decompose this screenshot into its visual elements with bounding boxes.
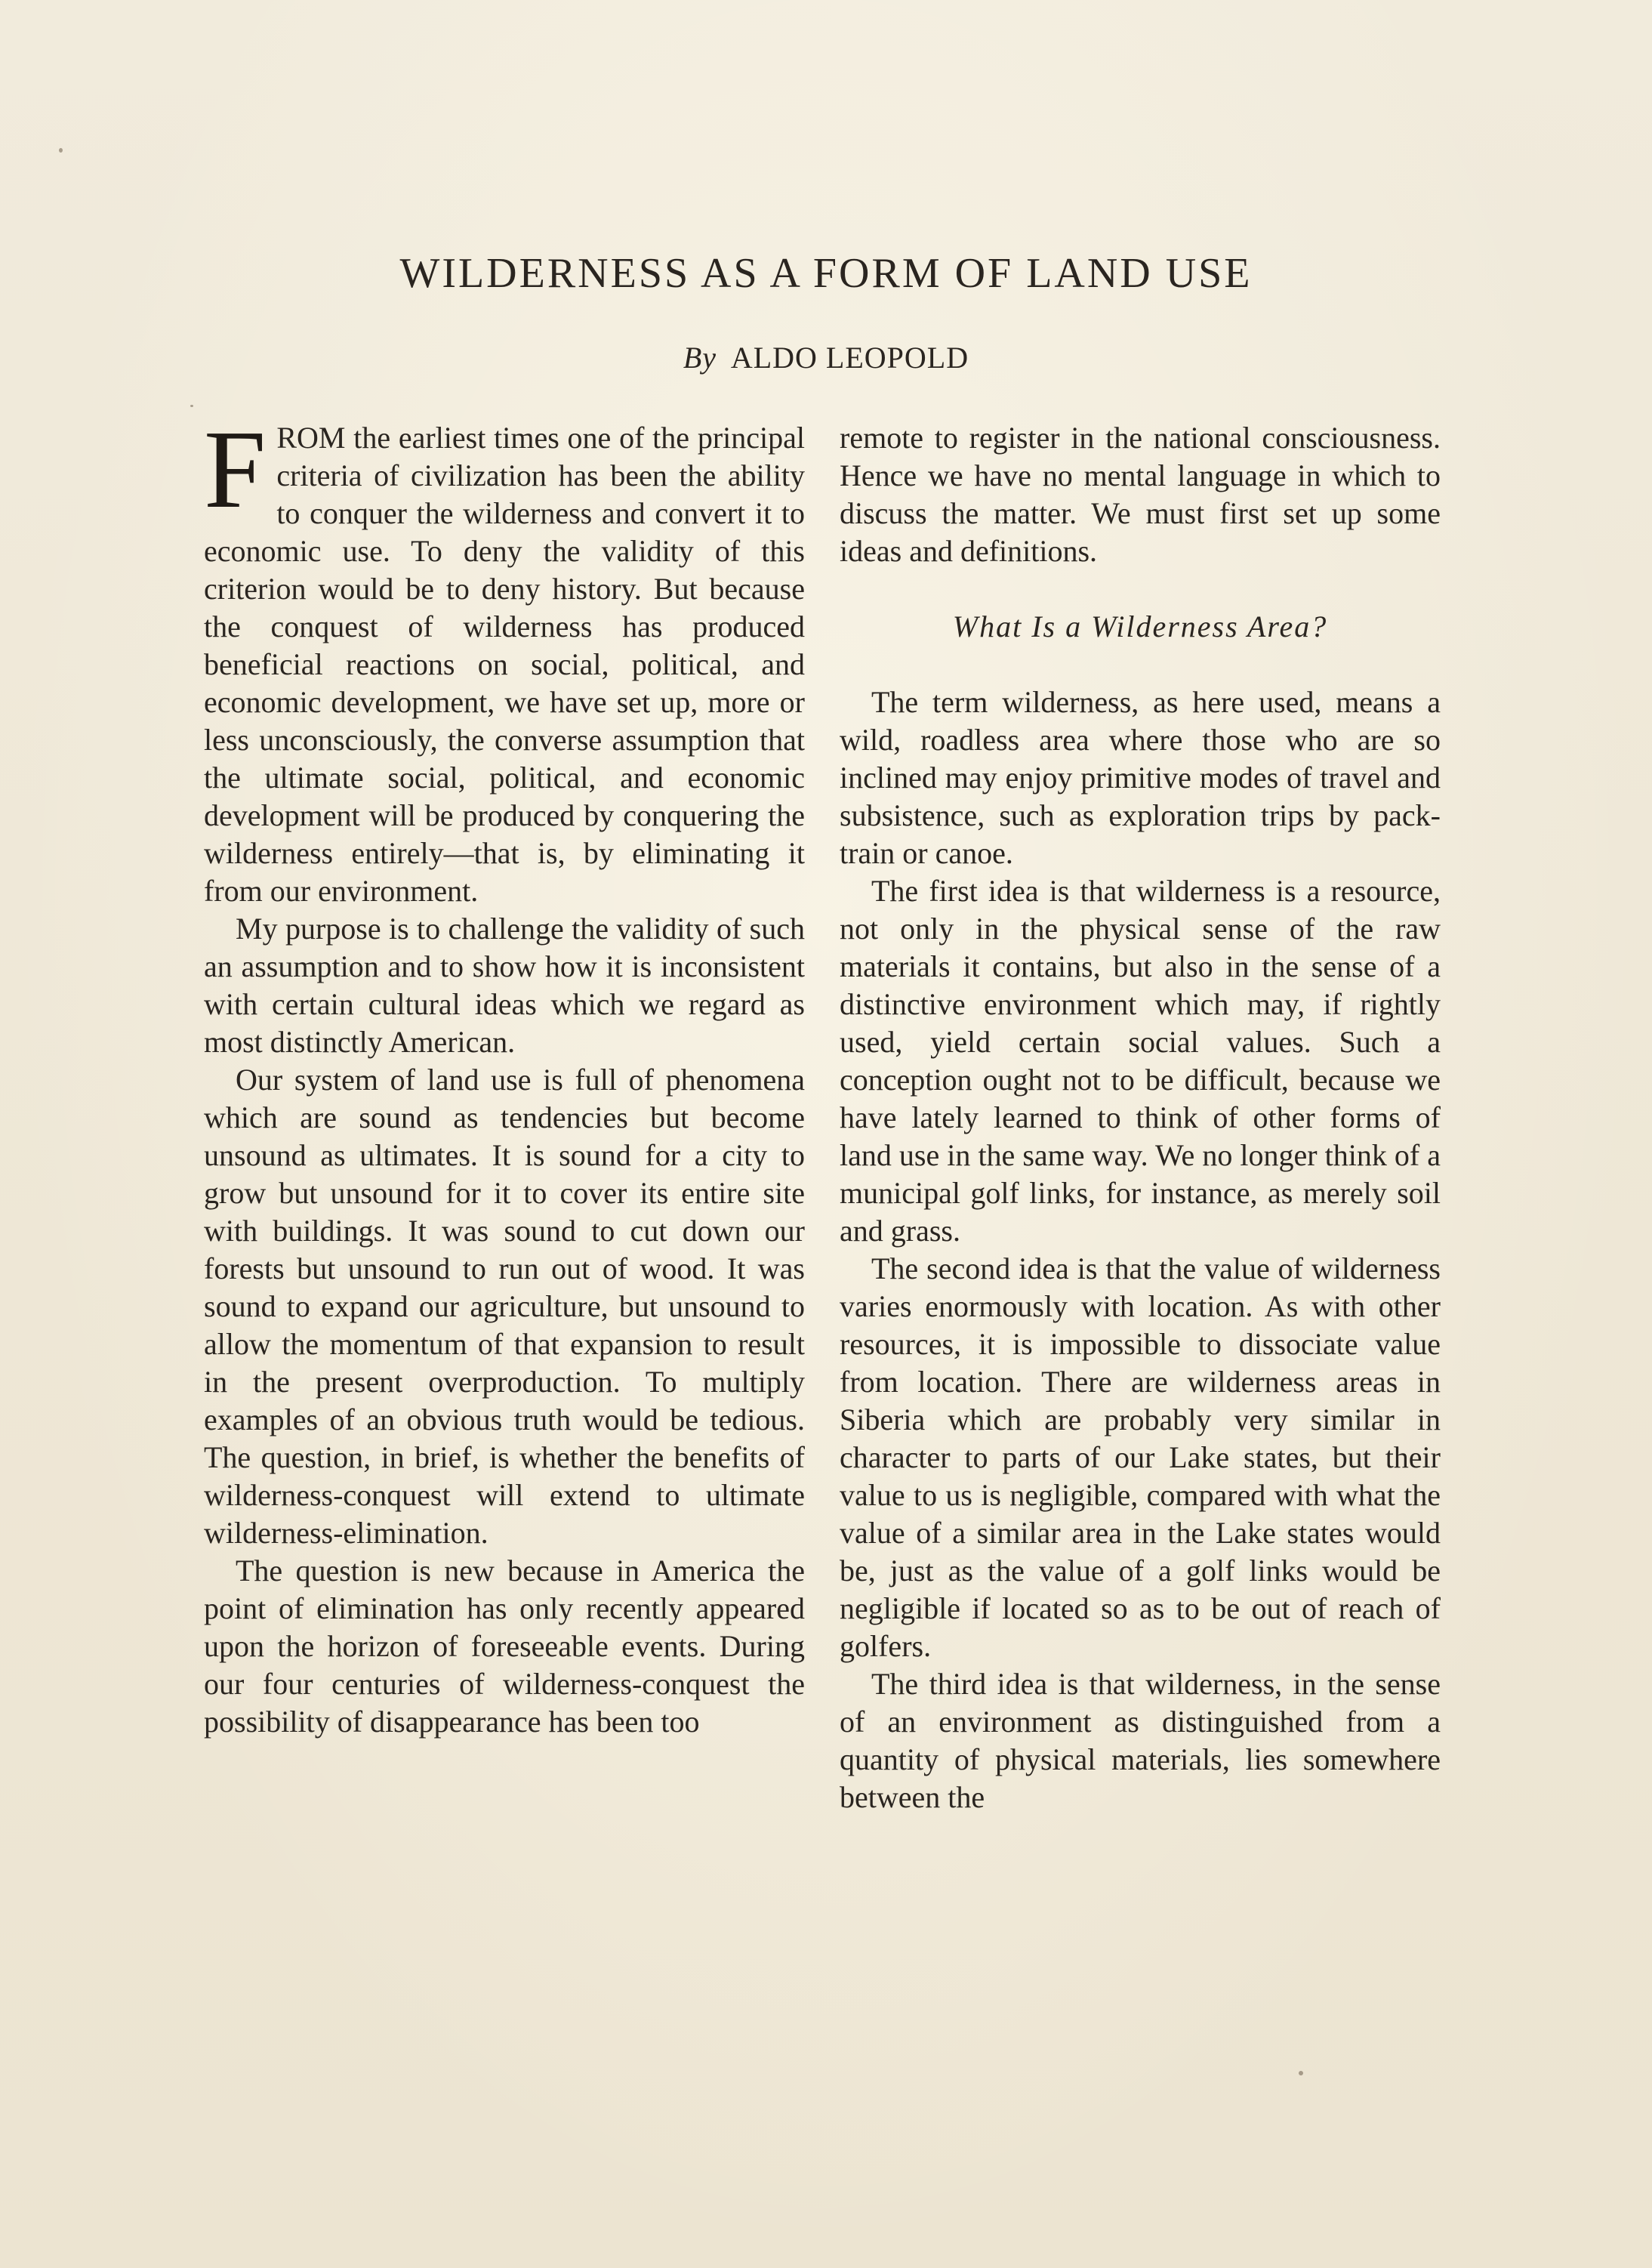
paper-speck — [190, 405, 193, 407]
paragraph: My purpose is to challenge the validity of such an assumption and to show how it is inconsistent with certain cultural ideas which we regard as most distinctly American. — [204, 912, 805, 1059]
author-name: ALDO LEOPOLD — [730, 341, 969, 375]
paragraph: The first idea is that wilderness is a resource, not only in the physical sense of the raw materials it contains, but also in the sense of a distinctive environment which may, if rightly used, yield certain social values. Such a conception ought not to be difficult, because we have lately learned to think of other forms of land use in the same way. We no longer think of a municipal golf links, for instance, as merely soil and grass. — [840, 874, 1441, 1248]
right-column — [840, 419, 1441, 1816]
left-column — [204, 408, 805, 1741]
paper-speck — [1299, 2071, 1303, 2075]
paragraph: Our system of land use is full of phenomena which are sound as tendencies but become unsound as ultimates. It is sound for a city to grow but unsound for it to cover its entire site with buildings. It was sound to cut down our forests but unsound to run out of wood. It was sound to expand our agriculture, but unsound to allow the momentum of that expansion to result in the present overproduction. To multiply examples of an obvious truth would be tedious. The question, in brief, is whether the benefits of wilderness-conquest will extend to ultimate wilderness-elimination. — [204, 1063, 805, 1550]
paper-speck — [59, 148, 63, 153]
byline-prefix: By — [683, 341, 717, 375]
paragraph — [204, 408, 805, 910]
section-heading: What Is a Wilderness Area? — [952, 609, 1328, 643]
paragraph-text: ROM the earliest times one of the principal criteria of civilization has been the ability to conquer the wilderness and convert it to economic use. To deny the validity of this criterion would be to deny history. But because the conquest of wilderness has produced beneficial reactions on social, political, and economic development, we have set up, more or less unconsciously, the converse assumption that the ultimate social, political, and economic development will be produced by conquering the wilderness entirely—that is, by eliminating it from our environment. — [204, 421, 805, 908]
paragraph: The third idea is that wilderness, in the sense of an environment as distinguished from a quantity of physical materials, lies somewhere between the — [840, 1667, 1441, 1814]
article-title: WILDERNESS AS A FORM OF LAND USE — [399, 250, 1253, 297]
paragraph: remote to register in the national consciousness. Hence we have no mental language in which to discuss the matter. We must first set up some ideas and definitions. — [840, 421, 1441, 568]
paragraph: The second idea is that the value of wilderness varies enormously with location. As with other resources, it is impossible to dissociate value from location. There are wilderness areas in Siberia which are probably very similar in character to parts of our Lake states, but their value to us is negligible, compared with what the value of a similar area in the Lake states would be, just as the value of a golf links would be negligible if located so as to be out of reach of golfers. — [840, 1251, 1441, 1663]
byline — [0, 340, 1652, 375]
paragraph: The term wilderness, as here used, means a wild, roadless area where those who are so inclined may enjoy primitive modes of travel and subsistence, such as exploration trips by pack-train or canoe. — [840, 685, 1441, 870]
drop-cap: F — [204, 408, 267, 532]
paragraph: The question is new because in America the point of elimination has only recently appeared upon the horizon of foreseeable events. During our four centuries of wilderness-conquest the possibility of disappearance has been too — [204, 1554, 805, 1739]
